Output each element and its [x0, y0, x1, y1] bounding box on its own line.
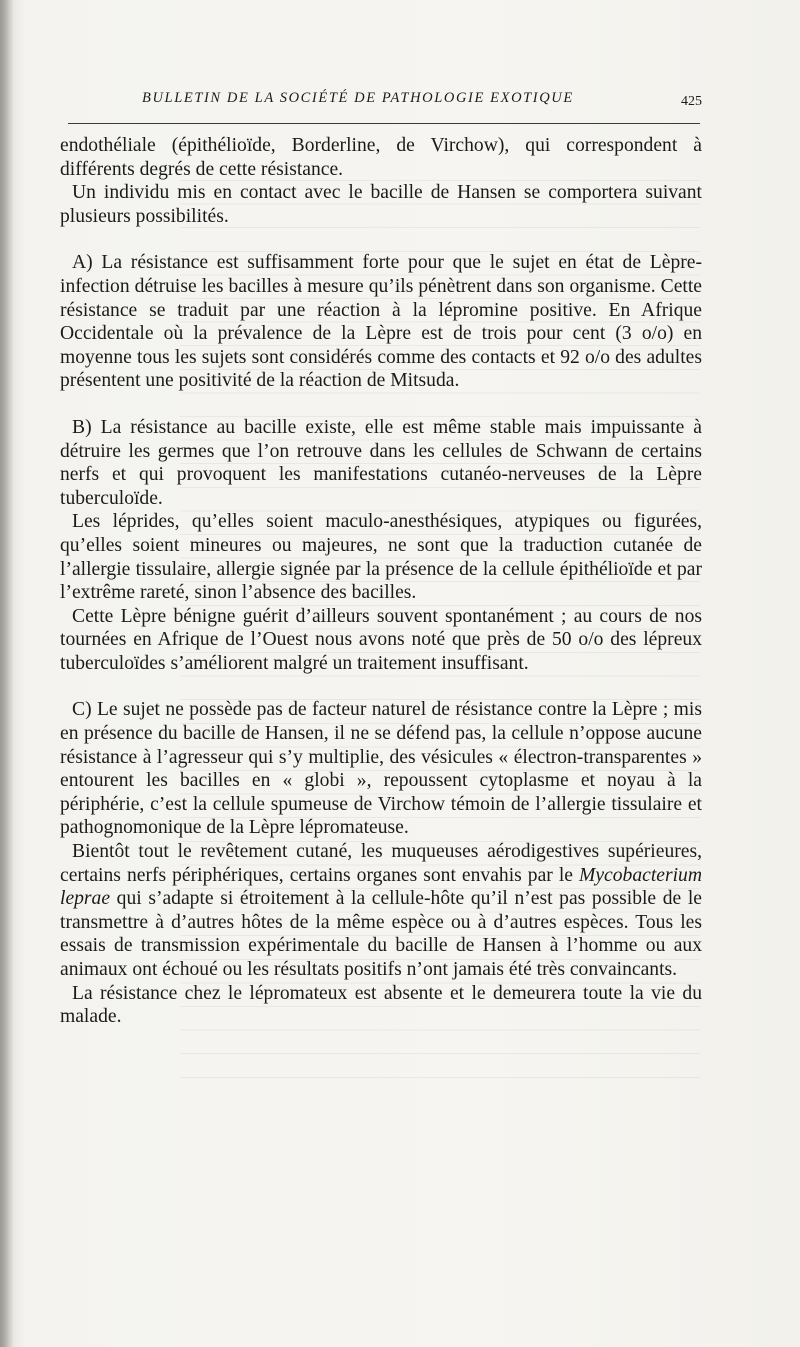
- paragraph-mycobacterium: [60, 840, 702, 982]
- page-number: 425: [681, 94, 702, 109]
- species-name: Mycobacterium leprae: [60, 864, 702, 910]
- paragraph-spacer: [60, 675, 702, 698]
- document-page: [60, 80, 702, 1028]
- paragraph-section-b: B) La résistance au bacille existe, elle est même stable mais impuissante à détruire les germes que l’on retrouve dans les cellules de Schwann de certains nerfs et qui provoquent les manifestations cutanéo-nerveuses de la Lèpre tuberculoïde.: [60, 416, 702, 509]
- paragraph-section-a: A) La résistance est suffisamment forte pour que le sujet en état de Lèpre-infection détruise les bacilles à mesure qu’ils pénètrent dans son organisme. Cette résistance se traduit par une réaction à la lépromine positive. En Afrique Occidentale où la prévalence de la Lèpre est de trois pour cent (3 o/o) en moyenne tous les sujets sont considérés comme des contacts et 92 o/o des adultes présentent une positivité de la réaction de Mitsuda.: [60, 252, 702, 392]
- paragraph-benign-leprosy: Cette Lèpre bénigne guérit d’ailleurs souvent spontanément ; au cours de nos tournées en Afrique de l’Ouest nous avons noté que près de 50 o/o des lépreux tuberculoïdes s’améliorent malgré un traitement insuffisant.: [60, 605, 702, 674]
- book-spine-shadow: [0, 0, 14, 1347]
- header-rule: [68, 123, 700, 124]
- body-text: [60, 134, 702, 1029]
- paragraph-spacer: [60, 228, 702, 251]
- paragraph-spacer: [60, 393, 702, 416]
- paragraph-text: Bientôt tout le revêtement cutané, les muqueuses aérodigestives supérieures, certains nerfs périphériques, certains organes sont envahis par le: [60, 841, 702, 886]
- paragraph-section-c: C) Le sujet ne possède pas de facteur naturel de résistance contre la Lèpre ; mis en présence du bacille de Hansen, il ne se défend pas, la cellule n’oppose aucune résistance à l’agresseur qui s’y multiplie, des vésicules « électron-transparentes » entourent les bacilles en « globi », repoussent cytoplasme et noyau à la périphérie, c’est la cellule spumeuse de Virchow témoin de l’allergie tissulaire et pathognomonique de la Lèpre lépromateuse.: [60, 699, 702, 839]
- paragraph-2: Un individu mis en contact avec le bacille de Hansen se comportera suivant plusieurs possibilités.: [60, 182, 702, 227]
- running-head: BULLETIN DE LA SOCIÉTÉ DE PATHOLOGIE EXOTIQUE: [142, 90, 574, 106]
- paragraph-conclusion: La résistance chez le lépromateux est absente et le demeurera toute la vie du malade.: [60, 982, 702, 1028]
- paragraph-text: qui s’adapte si étroitement à la cellule-hôte qu’il n’est pas possible de le transmettre à d’autres hôtes de la même espèce ou à d’autres espèces. Tous les essais de transmission expérimentale du bacille de Hansen à l’homme ou aux animaux ont échoué ou les résultats positifs n’ont jamais été très convaincants.: [60, 888, 702, 980]
- page-header: [60, 80, 700, 116]
- paragraph-1: endothéliale (épithélioïde, Borderline, de Virchow), qui correspondent à différents degrés de cette résistance.: [60, 135, 702, 180]
- paragraph-leprides: Les léprides, qu’elles soient maculo-anesthésiques, atypiques ou figurées, qu’elles soient mineures ou majeures, ne sont que la traduction cutanée de l’allergie tissulaire, allergie signée par la présence de la cellule épithélioïde et par l’extrême rareté, sinon l’absence des bacilles.: [60, 511, 702, 604]
